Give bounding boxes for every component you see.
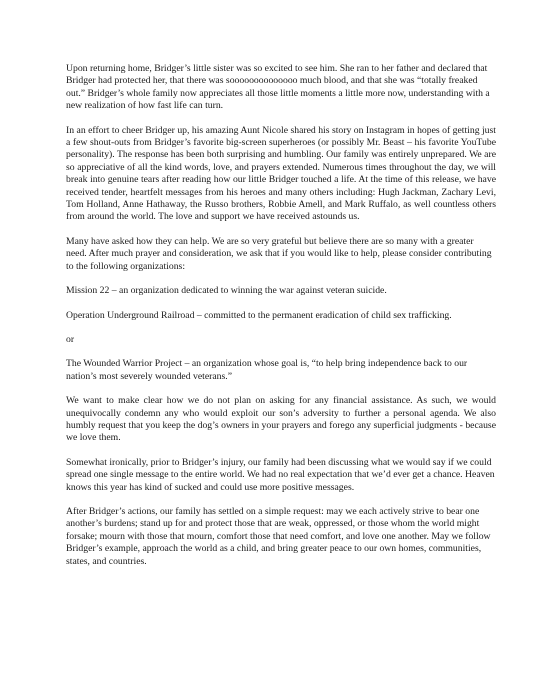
paragraph-return-home: Upon returning home, Bridger’s little sister was so excited to see him. She ran to her father and declared that Bridger had protected her, that there was soooooooooooooo much blood, and that she was “totally freaked out.” Bridger’s whole family now appreciates all those little moments a little more now, understanding with a new realization of how fast life can turn. — [66, 63, 490, 112]
paragraph-operation-underground-railroad: Operation Underground Railroad – committed to the permanent eradication of child sex trafficking. — [66, 309, 452, 321]
paragraph-financial-assistance: We want to make clear how we do not plan on asking for any financial assistance. As such, we would unequivocally condemn any who would exploit our son’s adversity to further a personal agenda. We also humbly request that you keep the dog’s owners in your prayers and forego any superficial judgments - because we love them. — [66, 395, 496, 444]
paragraph-how-to-help: Many have asked how they can help. We are so very grateful but believe there are so many with a greater need. After much prayer and consideration, we ask that if you would like to help, please consider contributing to the following organizations: — [66, 235, 492, 272]
document-body — [66, 63, 496, 580]
paragraph-aunt-nicole: In an effort to cheer Bridger up, his amazing Aunt Nicole shared his story on Instagram in hopes of getting just a few shout-outs from Bridger’s favorite big-screen superheroes (or possibly Mr. Beast – his favorite YouTube personality). The response has been both surprising and humbling. Our family was entirely unprepared. We are so appreciative of all the kind words, love, and prayers extended. Numerous times throughout the day, we will break into genuine tears after reading how our little Bridger touched a life. At the time of this release, we have received tender, heartfelt messages from his heroes and many others including: Hugh Jackman, Zachary Levi, Tom Holland, Anne Hathaway, the Russo brothers, Robbie Amell, and Mark Ruffalo, as well countless others from around the world. The love and support we have received astounds us. — [66, 124, 496, 223]
paragraph-simple-request: After Bridger’s actions, our family has settled on a simple request: may we each actively strive to bear one another’s burdens; stand up for and protect those that are weak, oppressed, or those whom the world might forsake; mourn with those that mourn, comfort those that need comfort, and love one another. May we follow Bridger’s example, approach the world as a child, and bring greater peace to our own homes, communities, states, and countries. — [66, 505, 491, 567]
paragraph-single-message: Somewhat ironically, prior to Bridger’s injury, our family had been discussing what we would say if we could spread one single message to the entire world. We had no real expectation that we’d ever get a chance. Heaven knows this year has kind of sucked and could use more positive messages. — [66, 456, 495, 493]
paragraph-mission-22: Mission 22 – an organization dedicated to winning the war against veteran suicide. — [66, 285, 387, 297]
paragraph-or: or — [66, 333, 75, 345]
paragraph-wounded-warrior-project: The Wounded Warrior Project – an organization whose goal is, “to help bring independence back to our nation’s most severely wounded veterans.” — [66, 358, 468, 382]
